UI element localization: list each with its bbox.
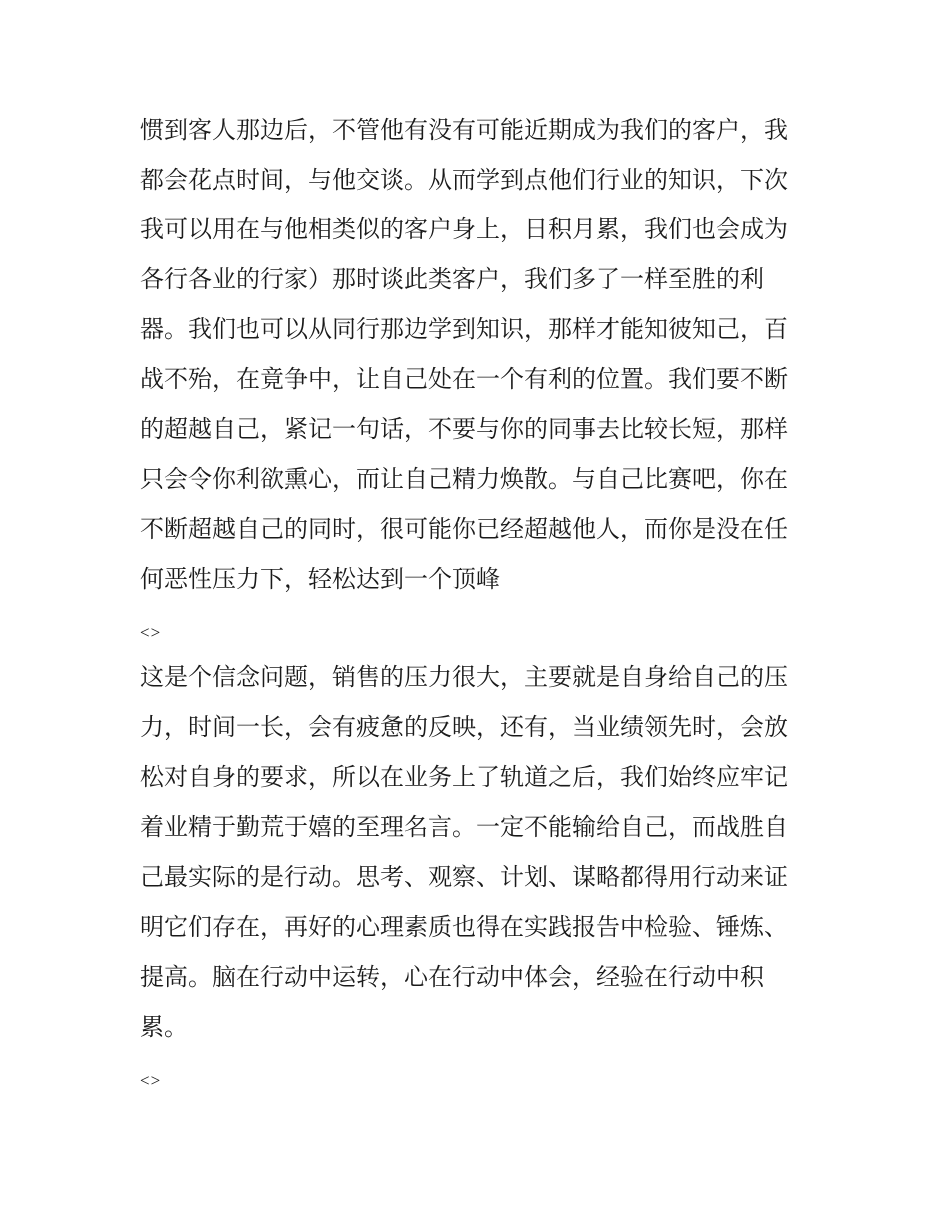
paragraph-1-line: 我可以用在与他相类似的客户身上，日积月累，我们也会成为 [140,215,788,243]
paragraph-2-line: 这是个信念问题，销售的压力很大，主要就是自身给自己的压 [140,663,788,691]
paragraph-2-line: 己最实际的是行动。思考、观察、计划、谋略都得用行动来证 [140,863,788,891]
paragraph-2-line: 着业精于勤荒于嬉的至理名言。一定不能输给自己，而战胜自 [140,813,788,841]
paragraph-2-line: 提高。脑在行动中运转，心在行动中体会，经验在行动中积 [140,963,764,991]
paragraph-1-line: 的超越自己，紧记一句话，不要与你的同事去比较长短，那样 [140,415,788,443]
paragraph-1-line: 不断超越自己的同时，很可能你已经超越他人，而你是没在任 [140,515,788,543]
paragraph-1-line: 都会花点时间，与他交谈。从而学到点他们行业的知识，下次 [140,166,788,194]
paragraph-2-line: 力，时间一长，会有疲惫的反映，还有，当业绩领先时，会放 [140,713,788,741]
paragraph-1-line: 只会令你利欲熏心，而让自己精力焕散。与自己比赛吧，你在 [140,465,788,493]
section-separator: <> [140,623,162,642]
paragraph-1-line: 各行各业的行家）那时谈此类客户，我们多了一样至胜的利 [140,265,764,293]
paragraph-2-line: 松对自身的要求，所以在业务上了轨道之后，我们始终应牢记 [140,763,788,791]
paragraph-1-line: 战不殆，在竟争中，让自己处在一个有利的位置。我们要不断 [140,365,788,393]
paragraph-1-line: 器。我们也可以从同行那边学到知识，那样才能知彼知己，百 [140,315,788,343]
paragraph-2-line: 累。 [140,1013,188,1041]
paragraph-1-line: 何恶性压力下，轻松达到一个顶峰 [140,565,500,593]
paragraph-1-line: 惯到客人那边后，不管他有没有可能近期成为我们的客户，我 [140,116,788,144]
section-separator: <> [140,1071,162,1090]
paragraph-2-line: 明它们存在，再好的心理素质也得在实践报告中检验、锤炼、 [140,913,788,941]
